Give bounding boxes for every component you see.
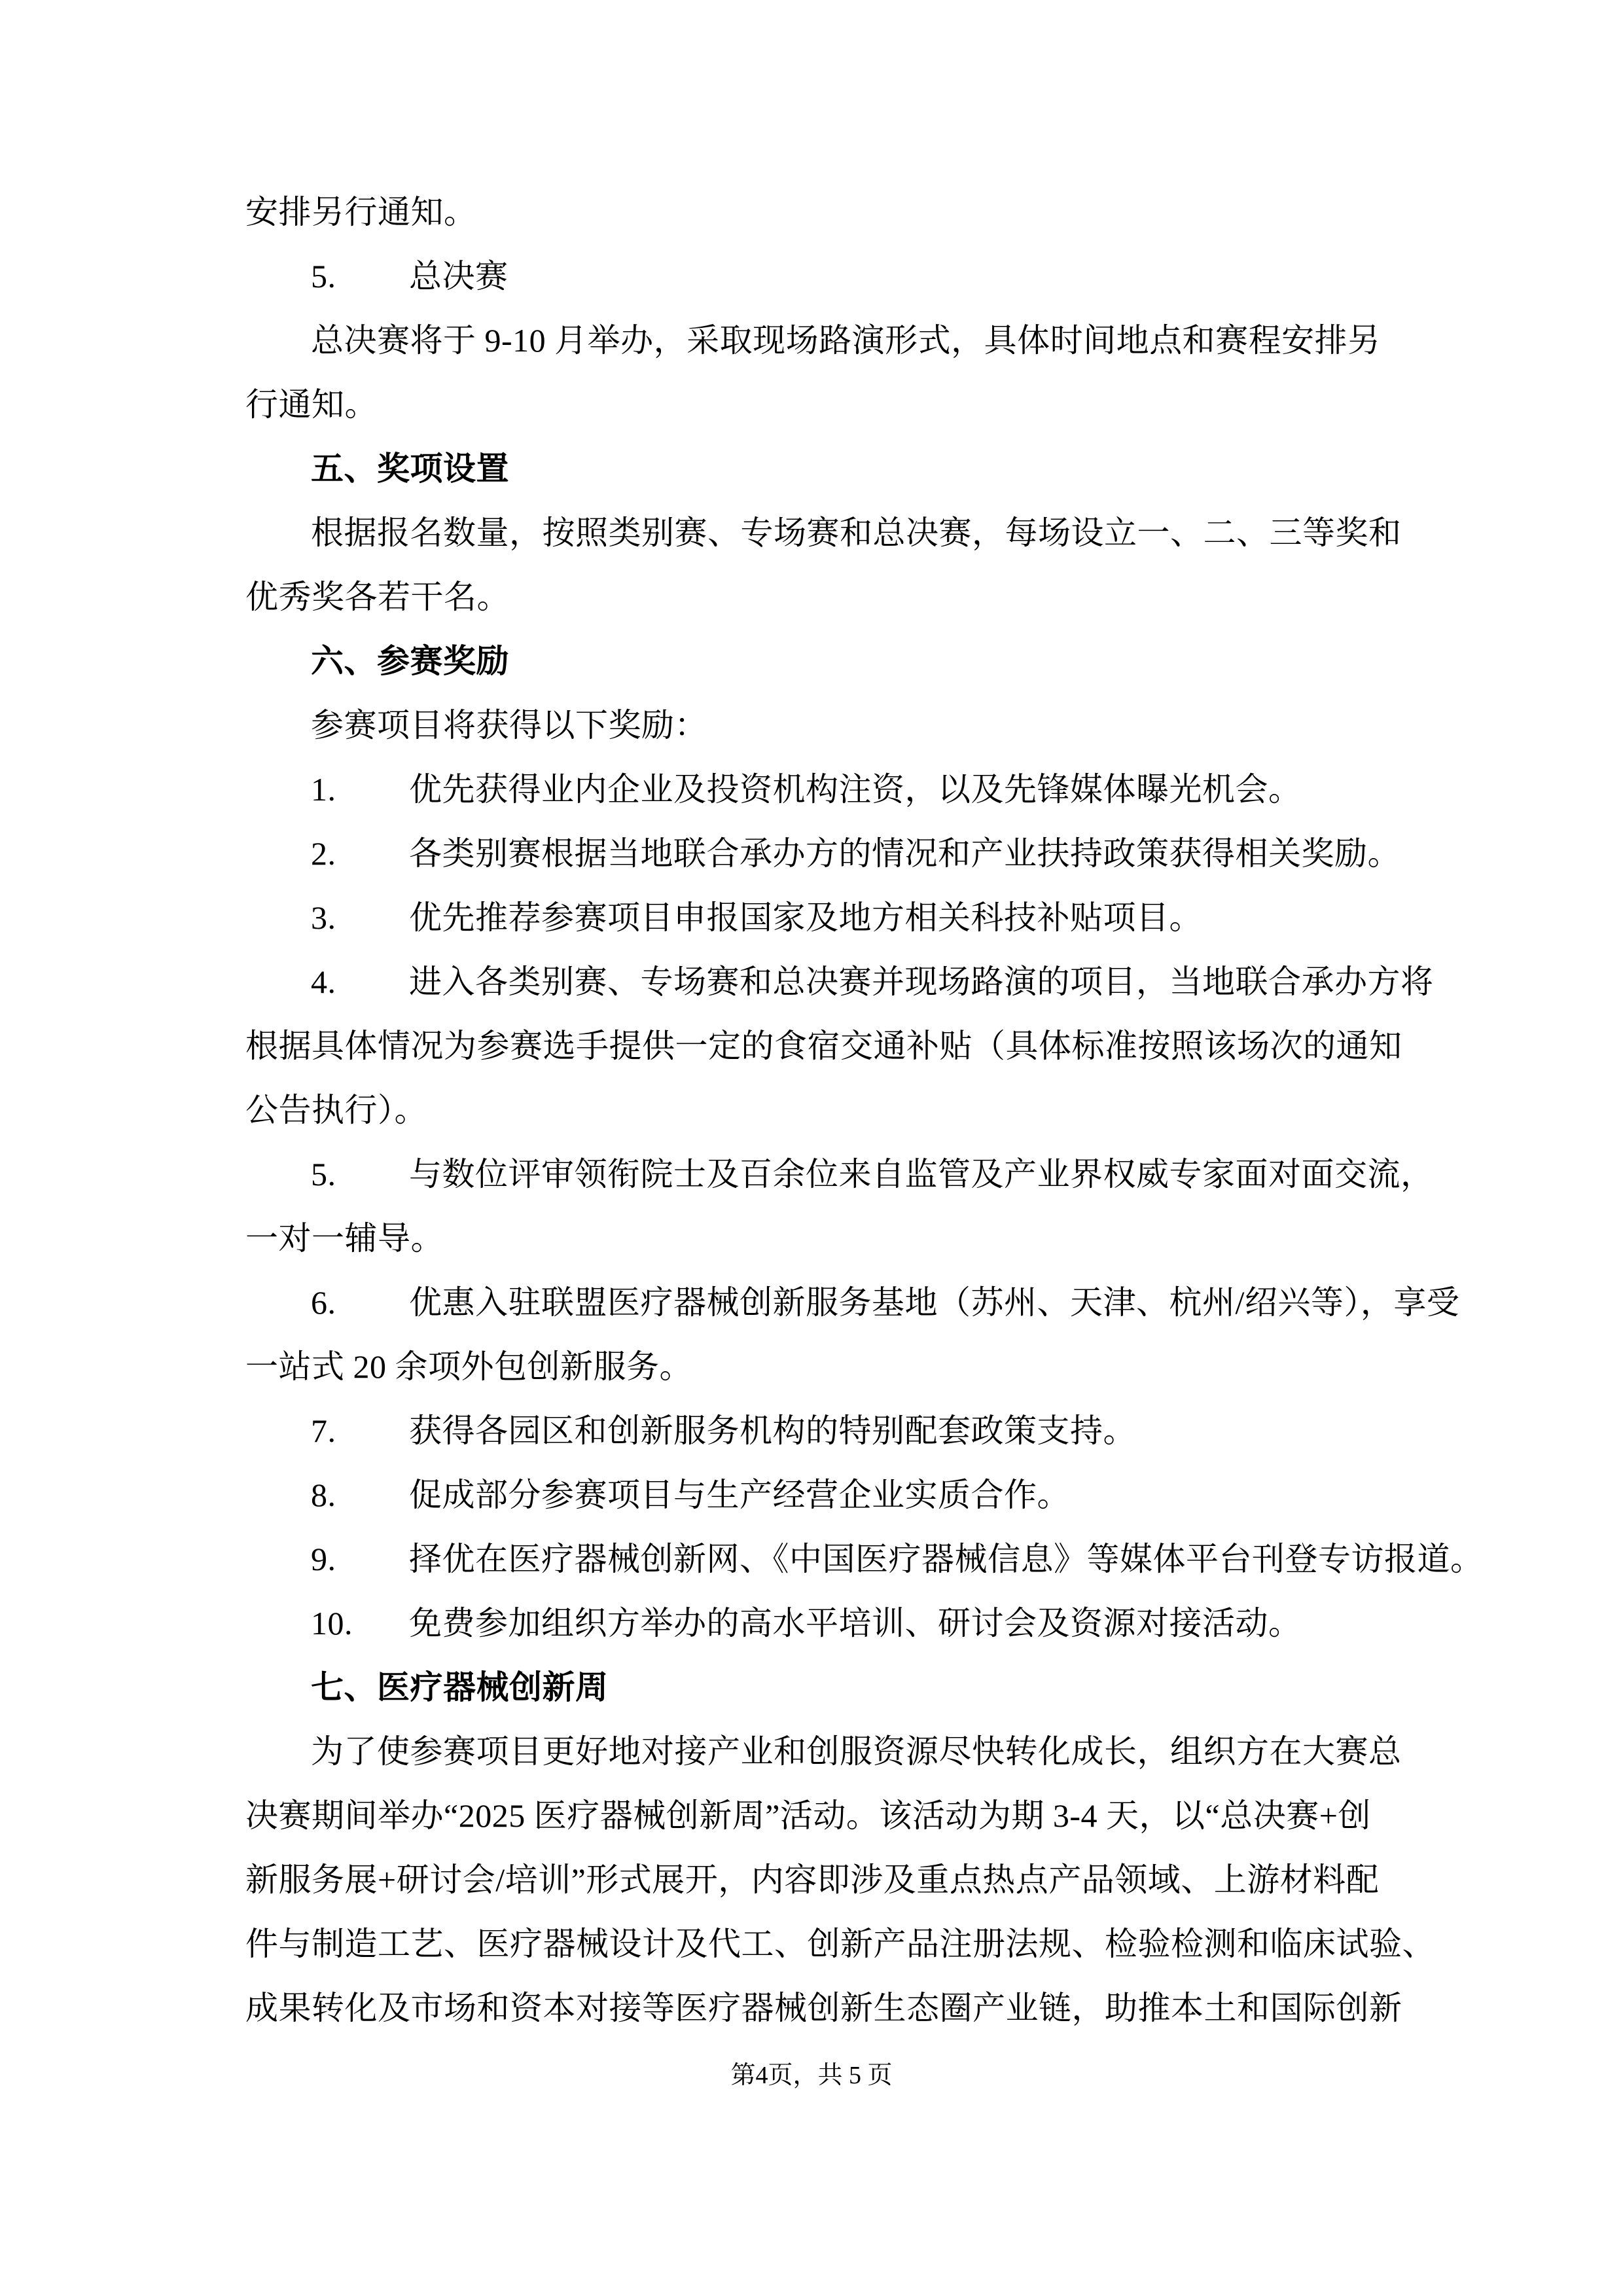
- list-number: 2.: [311, 835, 336, 872]
- list-number: 7.: [311, 1412, 336, 1449]
- list-number: 10.: [311, 1605, 353, 1641]
- doc-line: [245, 1719, 1402, 1784]
- doc-line: [245, 244, 1378, 308]
- doc-line: [245, 1976, 1402, 2040]
- line-text: 行通知。: [245, 386, 378, 423]
- doc-line: [245, 1591, 1378, 1655]
- line-text: 新服务展+研讨会/培训”形式展开，内容即涉及重点热点产品领域、上游材料配: [245, 1861, 1380, 1898]
- line-text: 优惠入驻联盟医疗器械创新服务基地（苏州、天津、杭州/绍兴等），享受: [409, 1284, 1460, 1321]
- line-text: 进入各类别赛、专场赛和总决赛并现场路演的项目，当地联合承办方将: [409, 963, 1434, 1000]
- doc-line: [245, 1463, 1378, 1527]
- line-text: 总决赛将于 9-10 月举办，采取现场路演形式，具体时间地点和赛程安排另: [311, 322, 1381, 359]
- line-text: 与数位评审领衔院士及百余位来自监管及产业界权威专家面对面交流，: [409, 1156, 1434, 1193]
- line-text: 择优在医疗器械创新网、《中国医疗器械信息》等媒体平台刊登专访报道。: [409, 1541, 1484, 1577]
- line-text: 获得各园区和创新服务机构的特别配套政策支持。: [409, 1412, 1136, 1449]
- doc-line: [245, 1014, 1402, 1078]
- doc-line: [245, 1078, 1378, 1142]
- doc-line: [245, 1270, 1460, 1335]
- line-text: 免费参加组织方举办的高水平培训、研讨会及资源对接活动。: [409, 1605, 1302, 1641]
- doc-line: [245, 693, 1378, 757]
- doc-line: [245, 372, 1378, 437]
- line-text: 优先获得业内企业及投资机构注资，以及先锋媒体曝光机会。: [409, 771, 1302, 808]
- doc-line: [245, 886, 1378, 950]
- doc-line: [245, 1912, 1435, 1976]
- line-text: 公告执行）。: [245, 1092, 427, 1128]
- line-text: 优先推荐参赛项目申报国家及地方相关科技补贴项目。: [409, 899, 1202, 936]
- page-number: 第4页，共 5 页: [730, 2062, 893, 2089]
- doc-line: [245, 1335, 1378, 1399]
- line-text: 六、参赛奖励: [311, 643, 509, 679]
- line-text: 七、医疗器械创新周: [311, 1669, 609, 1706]
- document-body: [245, 180, 1484, 2040]
- doc-line: [245, 1784, 1378, 1848]
- line-text: 一站式 20 余项外包创新服务。: [245, 1348, 692, 1385]
- line-text: 件与制造工艺、医疗器械设计及代工、创新产品注册法规、检验检测和临床试验、: [245, 1926, 1435, 1962]
- list-number: 5.: [311, 258, 336, 295]
- line-text: 参赛项目将获得以下奖励：: [311, 707, 707, 744]
- doc-line: [245, 821, 1400, 886]
- list-number: 5.: [311, 1156, 336, 1193]
- doc-line: [245, 1399, 1378, 1463]
- list-number: 8.: [311, 1477, 336, 1513]
- doc-line: [245, 565, 1378, 629]
- list-number: 6.: [311, 1284, 336, 1321]
- line-text: 各类别赛根据当地联合承办方的情况和产业扶持政策获得相关奖励。: [409, 835, 1400, 872]
- line-text: 根据具体情况为参赛选手提供一定的食宿交通补贴（具体标准按照该场次的通知: [245, 1028, 1402, 1064]
- doc-line: [245, 308, 1381, 372]
- doc-line: [245, 1142, 1434, 1206]
- line-text: 优秀奖各若干名。: [245, 579, 510, 615]
- doc-line: [245, 757, 1378, 821]
- line-text: 促成部分参赛项目与生产经营企业实质合作。: [409, 1477, 1070, 1513]
- line-text: 决赛期间举办“2025 医疗器械创新周”活动。该活动为期 3-4 天，以“总决赛+创: [245, 1797, 1371, 1834]
- list-number: 9.: [311, 1541, 336, 1577]
- line-text: 根据报名数量，按照类别赛、专场赛和总决赛，每场设立一、二、三等奖和: [311, 514, 1402, 551]
- list-number: 3.: [311, 899, 336, 936]
- doc-line: [245, 1527, 1484, 1591]
- list-number: 4.: [311, 963, 336, 1000]
- line-text: 五、奖项设置: [311, 450, 509, 487]
- line-text: 安排另行通知。: [245, 194, 477, 230]
- line-text: 一对一辅导。: [245, 1220, 444, 1257]
- doc-line: [245, 180, 1378, 244]
- doc-line: [245, 501, 1402, 565]
- doc-line: [245, 1848, 1378, 1912]
- section-heading: [245, 629, 1378, 693]
- doc-line: [245, 1206, 1378, 1270]
- list-number: 1.: [311, 771, 336, 808]
- line-text: 总决赛: [409, 258, 508, 295]
- line-text: 为了使参赛项目更好地对接产业和创服资源尽快转化成长，组织方在大赛总: [311, 1733, 1402, 1770]
- section-heading: [245, 1655, 1378, 1719]
- line-text: 成果转化及市场和资本对接等医疗器械创新生态圈产业链，助推本土和国际创新: [245, 1990, 1402, 2026]
- doc-line: [245, 950, 1434, 1014]
- section-heading: [245, 437, 1378, 501]
